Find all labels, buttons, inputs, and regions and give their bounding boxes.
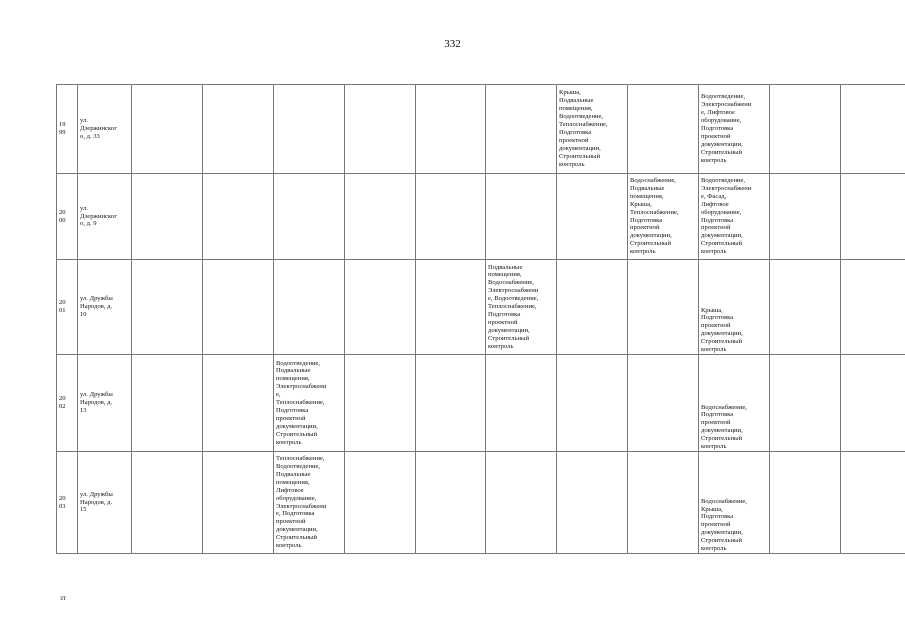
work-type-cell: Крыша, Подготовка проектной документации, Строительный контроль [699, 260, 770, 355]
work-type-cell [628, 355, 699, 452]
work-type-cell [770, 452, 841, 554]
work-type-cell: Водоотведение, Электроснабжени е, Лифтовое оборудование, Подготовка проектной документации, Строительный контроль [699, 85, 770, 174]
work-type-cell [132, 452, 203, 554]
work-type-cell [770, 355, 841, 452]
work-type-cell [274, 174, 345, 260]
work-type-cell [557, 260, 628, 355]
address-cell: ул. Дружбы Народов, д. 10 [78, 260, 132, 355]
work-type-cell [345, 452, 416, 554]
work-type-cell [841, 85, 905, 174]
work-type-cell: Водоснабжение, Крыша, Подготовка проектной документации, Строительный контроль [699, 452, 770, 554]
row-number-cell: 19 99 [57, 85, 78, 174]
work-type-cell [770, 260, 841, 355]
work-type-cell: Водоснабжение, Подготовка проектной документации, Строительный контроль [699, 355, 770, 452]
row-number-cell: 20 02 [57, 355, 78, 452]
work-type-cell [841, 174, 905, 260]
work-type-cell [416, 260, 486, 355]
work-type-cell [345, 174, 416, 260]
work-type-cell: Теплоснабжение, Водоотведение, Подвальные помещения, Лифтовое оборудование, Электроснабжени е, Подготовка проектной документации, Строительный контроль [274, 452, 345, 554]
table-row [57, 85, 905, 174]
footer-mark: зт [60, 594, 66, 602]
work-type-cell [132, 85, 203, 174]
work-type-cell: Подвальные помещения, Водоснабжение, Электроснабжени е, Водоотведение, Теплоснабжение, Подготовка проектной документации, Строительный контроль [486, 260, 557, 355]
work-type-cell [345, 355, 416, 452]
address-cell: ул. Дружбы Народов, д. 15 [78, 452, 132, 554]
work-type-cell [486, 355, 557, 452]
table-row [57, 355, 905, 452]
work-type-cell [203, 452, 274, 554]
table-row [57, 174, 905, 260]
work-type-cell [203, 85, 274, 174]
work-type-cell [416, 85, 486, 174]
work-type-cell [770, 85, 841, 174]
work-type-cell [203, 260, 274, 355]
work-type-cell [416, 174, 486, 260]
page-number: 332 [444, 38, 461, 50]
work-type-cell [628, 85, 699, 174]
work-type-cell [132, 355, 203, 452]
row-number-cell: 20 00 [57, 174, 78, 260]
work-type-cell: Водоотведение, Подвальные помещения, Электроснабжени е, Теплоснабжение, Подготовка проектной документации, Строительный контроль [274, 355, 345, 452]
row-number-cell: 20 03 [57, 452, 78, 554]
address-cell: ул. Дзержинског о, д. 9 [78, 174, 132, 260]
work-type-cell [132, 174, 203, 260]
work-type-cell [132, 260, 203, 355]
work-type-cell [486, 174, 557, 260]
table-row [57, 260, 905, 355]
address-cell: ул. Дружбы Народов, д. 13 [78, 355, 132, 452]
work-type-cell [841, 452, 905, 554]
work-type-cell [628, 452, 699, 554]
work-type-cell [486, 85, 557, 174]
work-type-cell [486, 452, 557, 554]
work-type-cell: Водоотведение, Электроснабжени е, Фасад, Лифтовое оборудование, Подготовка проектной документации, Строительный контроль [699, 174, 770, 260]
work-type-cell [841, 260, 905, 355]
work-type-cell [557, 355, 628, 452]
work-type-cell [274, 260, 345, 355]
work-type-cell [628, 260, 699, 355]
work-type-cell [841, 355, 905, 452]
work-type-cell [345, 260, 416, 355]
work-type-cell [770, 174, 841, 260]
work-type-cell [557, 452, 628, 554]
work-type-cell [557, 174, 628, 260]
work-type-cell [345, 85, 416, 174]
work-type-cell: Крыша, Подвальные помещения, Водоотведение, Теплоснабжение, Подготовка проектной документации, Строительный контроль [557, 85, 628, 174]
work-type-cell: Водоснабжение, Подвальные помещения, Крыша, Теплоснабжение, Подготовка проектной документации, Строительный контроль [628, 174, 699, 260]
work-type-cell [274, 85, 345, 174]
row-number-cell: 20 01 [57, 260, 78, 355]
work-type-cell [416, 355, 486, 452]
work-type-cell [203, 174, 274, 260]
work-type-cell [203, 355, 274, 452]
work-type-cell [416, 452, 486, 554]
table-row [57, 452, 905, 554]
capital-repair-table [56, 84, 905, 554]
address-cell: ул. Дзержинског о, д. 33 [78, 85, 132, 174]
